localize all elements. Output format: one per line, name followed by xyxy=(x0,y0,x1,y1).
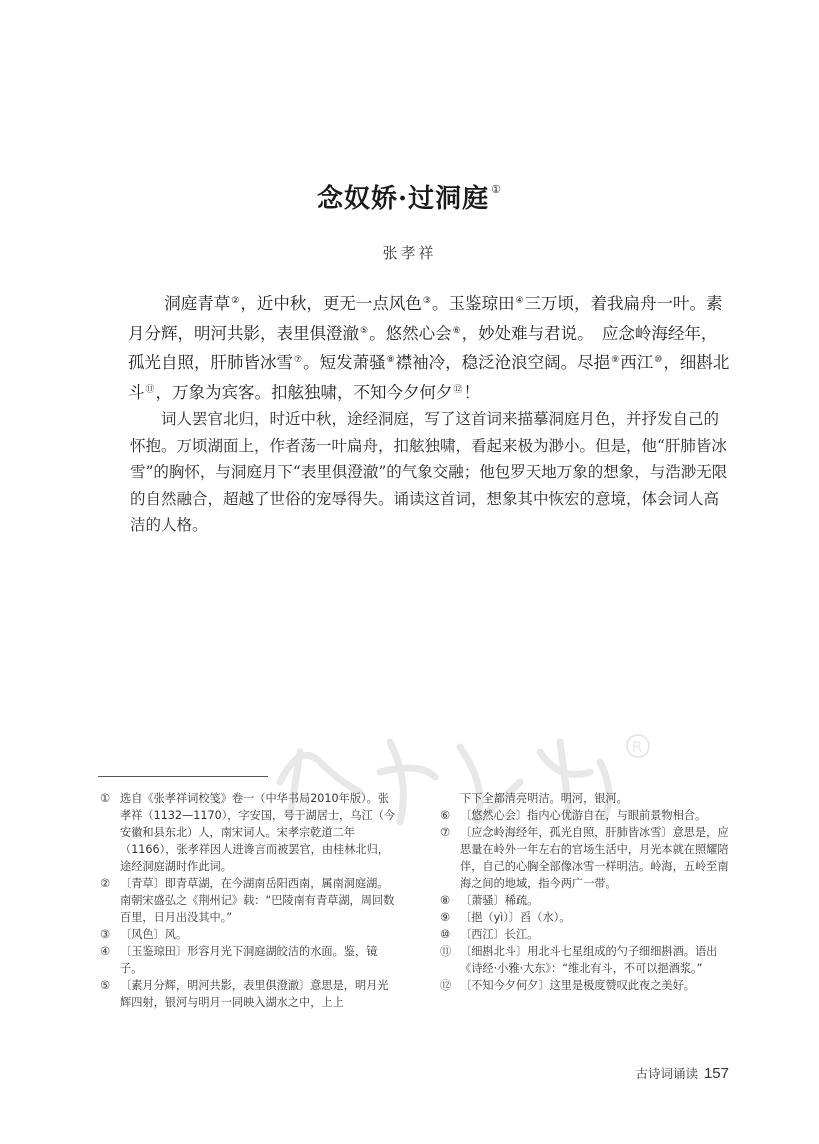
note-marker: ⑦ xyxy=(294,355,303,365)
poem-segment: 。悠然心会 xyxy=(369,323,452,343)
footnotes-right-list xyxy=(440,807,732,994)
note-marker: ⑨ xyxy=(611,355,620,365)
author: 张孝祥 xyxy=(382,244,437,262)
note-marker: ② xyxy=(231,296,240,306)
poem-segment: 。短发萧骚 xyxy=(303,353,386,372)
footnote-text: 〔萧骚〕稀疏。 xyxy=(460,894,539,907)
footnote-number: ⑤ xyxy=(100,979,111,992)
poem-segment: ！ xyxy=(463,382,481,402)
footnote-text: 选自《张孝祥词校笺》卷一（中华书局2010年版）。张孝祥（1132—1170），字安国，号于湖居士，乌江（今安徽和县东北）人，南宋词人。宋孝宗乾道二年（1166），张孝祥因人进谗言而被罢官，由桂林北归，途经洞庭湖时作此词。 xyxy=(120,792,396,873)
note-marker: ⑧ xyxy=(386,355,395,365)
footnotes-left-column xyxy=(100,790,396,1011)
footnote-text: 〔不知今夕何夕〕这里是极度赞叹此夜之美好。 xyxy=(460,979,695,992)
footnote-number: ⑩ xyxy=(440,928,451,941)
footnote-text: 〔悠然心会〕指内心优游自在，与眼前景物相合。 xyxy=(460,809,707,822)
footnote-number: ⑦ xyxy=(440,826,451,839)
footnote-number: ② xyxy=(100,877,111,890)
note-marker: ⑫ xyxy=(453,384,463,395)
footnote xyxy=(440,926,732,943)
poem-segment: 西江 xyxy=(620,353,654,372)
footnote xyxy=(440,977,732,994)
poem-title: 念奴娇·过洞庭 ① xyxy=(317,183,502,214)
poem-segment: 。玉鉴琼田 xyxy=(431,294,515,313)
footnote-number: ① xyxy=(100,792,111,805)
book-section-title: 古诗词诵读 xyxy=(635,1066,698,1081)
poem-segment: 襟袖冷，稳泛沧浪空阔。尽挹 xyxy=(395,353,611,372)
footnote-text: 〔西江〕长江。 xyxy=(460,928,539,941)
footnote-text: 〔应念岭海经年，孤光自照，肝肺皆冰雪〕意思是，应思量在岭外一年左右的官场生活中，月光本就在照耀陪伴，自己的心胸全部像冰雪一样明洁。岭海，五岭至南海之间的地域，指今两广一带。 xyxy=(460,826,729,890)
note-marker: ⑪ xyxy=(145,384,155,395)
footnote xyxy=(100,977,396,1011)
footnote-number: ⑪ xyxy=(440,945,452,958)
page-number: 157 xyxy=(703,1065,729,1082)
footnote-number: ⑫ xyxy=(440,979,452,992)
footnote-divider xyxy=(98,776,268,777)
footnote xyxy=(100,790,396,875)
page-footer xyxy=(635,1064,729,1082)
footnote-number: ⑨ xyxy=(440,911,451,924)
footnote xyxy=(440,943,732,977)
poem-segment: ，近中秋，更无一点风色 xyxy=(240,294,422,313)
footnote-text: 〔玉鉴琼田〕形容月光下洞庭湖皎洁的水面。鉴，镜子。 xyxy=(120,945,378,975)
note-marker: ③ xyxy=(422,296,431,306)
footnote-text: 〔素月分辉，明河共影，表里俱澄澈〕意思是，明月光辉四射，银河与明月一同映入湖水之中，上上 xyxy=(120,979,389,1009)
poem-text xyxy=(128,288,730,406)
footnote-text: 〔青草〕即青草湖，在今湖南岳阳西南，属南洞庭湖。南朝宋盛弘之《荆州记》载：“巴陵南有青草湖，周回数百里，日月出没其中。” xyxy=(120,877,395,924)
footnote xyxy=(440,892,732,909)
commentary-paragraph: 词人罢官北归，时近中秋，途经洞庭，写了这首词来描摹洞庭月色，并抒发自己的怀抱。万顷湖面上，作者荡一叶扁舟，扣舷独啸，看起来极为渺小。但是，他“肝肺皆冰雪”的胸怀，与洞庭月下“表里俱澄澈”的气象交融；他包罗天地万象的想象，与浩渺无限的自然融合，超越了世俗的宠辱得失。诵读这首词，想象其中恢宏的意境，体会词人高洁的人格。 xyxy=(130,410,728,534)
footnote xyxy=(440,909,732,926)
footnote-text: 〔挹（yì）〕舀（水）。 xyxy=(460,911,571,924)
footnote-continuation: 下下全都清亮明洁。明河，银河。 xyxy=(460,792,628,805)
poem-segment: 洞庭青草 xyxy=(164,294,231,313)
note-marker: ④ xyxy=(515,296,524,306)
footnote xyxy=(100,875,396,926)
footnote xyxy=(100,943,396,977)
footnote xyxy=(100,926,396,943)
footnote-text: 〔风色〕风。 xyxy=(120,928,188,941)
svg-text:R: R xyxy=(632,738,643,756)
title-note-mark: ① xyxy=(491,183,502,196)
footnote-number: ③ xyxy=(100,928,111,941)
footnote xyxy=(440,807,732,824)
footnotes-right-column xyxy=(440,790,732,994)
footnote xyxy=(440,824,732,892)
note-marker: ⑤ xyxy=(360,325,369,336)
note-marker: ⑥ xyxy=(452,325,461,336)
note-marker: ⑩ xyxy=(654,355,663,365)
poem-segment: ，妙处难与君说。 应念岭海经年，孤光自照，肝肺皆冰雪 xyxy=(128,323,718,372)
poem-segment: ，万象为宾客。扣舷独啸，不知今夕何夕 xyxy=(155,382,453,402)
poem-segment: ，细斟北斗 xyxy=(128,353,730,402)
footnote-number: ⑧ xyxy=(440,894,451,907)
footnote-number: ⑥ xyxy=(440,809,451,822)
footnote-text: 〔细斟北斗〕用北斗七星组成的勺子细细斟酒。语出《诗经·小雅·大东》：“维北有斗，不可以挹酒浆。” xyxy=(460,945,718,975)
poem-segment: 三万顷，着我扁舟一叶。素月分辉，明河共影，表里俱澄澈 xyxy=(128,294,723,343)
title-block xyxy=(0,178,819,215)
footnote-number: ④ xyxy=(100,945,111,958)
